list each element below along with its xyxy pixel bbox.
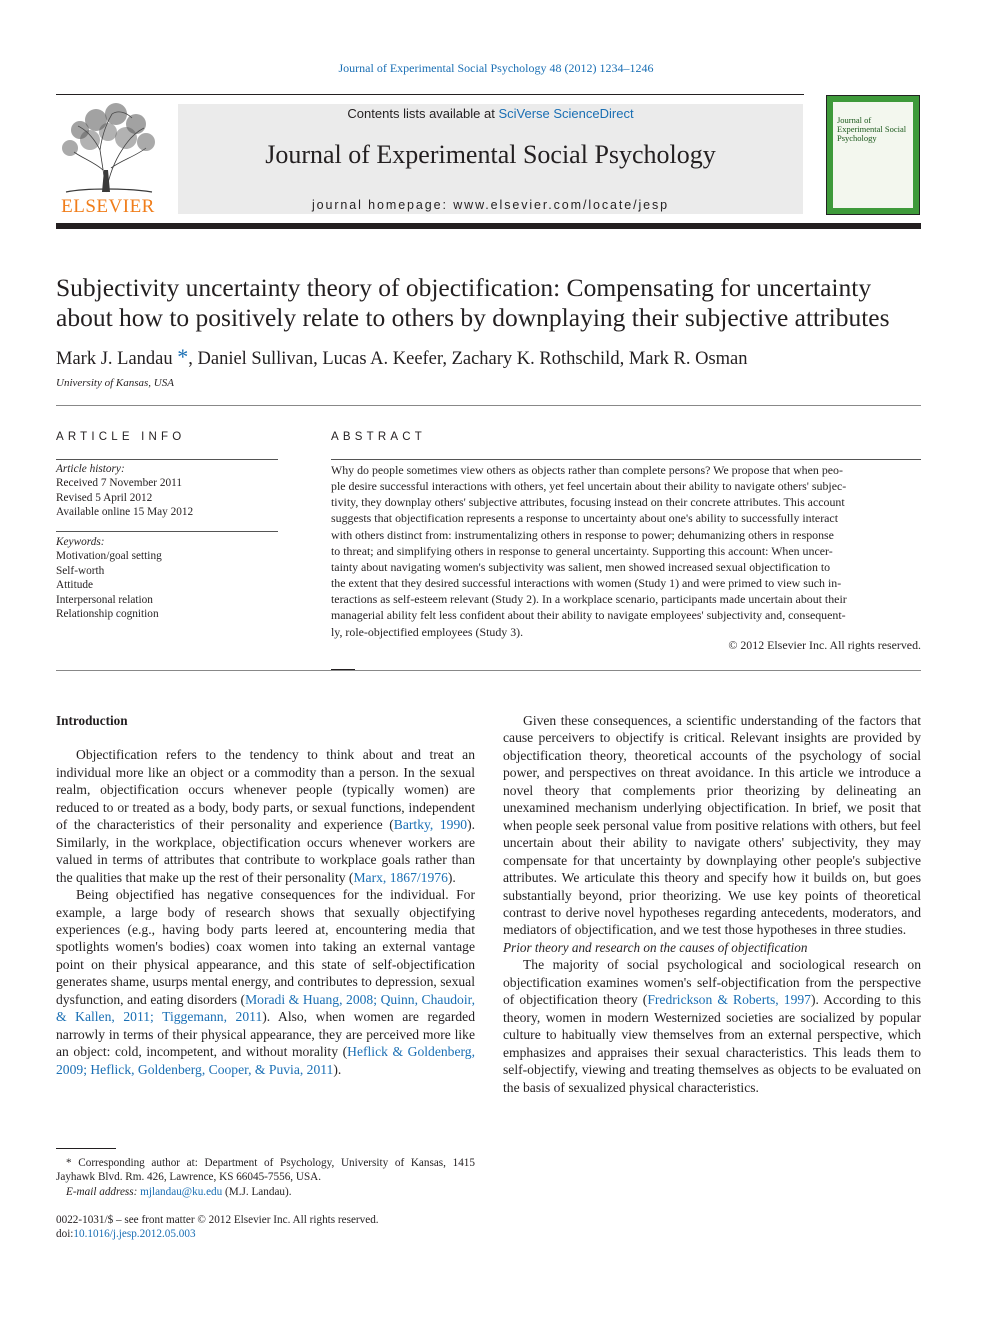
abstract-line: managerial ability felt less confident about their ability to navigate employees' subjectivity and, consequent- <box>331 608 846 623</box>
sciencedirect-link[interactable]: SciVerse ScienceDirect <box>498 106 634 121</box>
abstract-text <box>331 462 921 640</box>
abstract-copyright: © 2012 Elsevier Inc. All rights reserved. <box>728 638 921 652</box>
keyword: Attitude <box>56 579 94 592</box>
cover-title: Journal of Experimental Social Psychology <box>837 115 907 143</box>
doi-link[interactable]: 10.1016/j.jesp.2012.05.003 <box>73 1228 196 1241</box>
journal-title: Journal of Experimental Social Psychology <box>265 140 716 169</box>
divider <box>331 459 921 460</box>
contents-line: Contents lists available at SciVerse ScienceDirect <box>347 106 634 121</box>
footnote <box>56 1156 475 1199</box>
journal-masthead <box>178 104 803 214</box>
abstract-line: tivity, they downplay others' subjective attributes, focusing instead on their concrete attributes. This account <box>331 495 845 510</box>
email-link[interactable]: mjlandau@ku.edu <box>140 1185 223 1198</box>
article-info-heading: ARTICLE INFO <box>56 431 186 443</box>
elsevier-logo <box>56 100 160 216</box>
journal-citation[interactable]: Journal of Experimental Social Psychology 48 (2012) 1234–1246 <box>338 61 654 75</box>
keywords <box>56 535 162 621</box>
abstract-line: the extent that they desired successful interactions with women (Study 1) and were primed to view such in- <box>331 576 842 591</box>
keywords-label: Keywords: <box>56 536 105 548</box>
divider <box>56 405 921 406</box>
paragraph: Objectification refers to the tendency to think about and treat an individual more like an object or a commodity than a person. In the sexual realm, objectification occurs whenever people (typically women) are reduced to or treated as a body, body parts, or sexual functions, independent of the characteristics of their personality and experience (Bartky, 1990). Similarly, in the workplace, objectification occurs whenever workers are valued in terms of attributes that contribute to workplace goals rather than the qualities that make up the rest of their personality (Marx, 1867/1976). <box>56 747 475 885</box>
abstract-line: Why do people sometimes view others as objects rather than complete persons? We propose that when peo- <box>331 463 843 477</box>
author-list <box>56 344 748 370</box>
abstract-line: to threat; and simplifying others in response to general uncertainty. Supporting this account: When uncer- <box>331 543 833 558</box>
article-title: Subjectivity uncertainty theory of objectification: Compensating for uncertainty about how to positively relate to others by downplaying their subjective attributes <box>56 273 890 332</box>
abstract-line: with others distinct from: instrumentalizing others in response to power; dehumanizing others in response <box>331 527 834 542</box>
paragraph: Being objectified has negative consequences for the individual. For example, a large body of research shows that sexually objectifying experiences (e.g., having body parts leered at, encountering media that spotlights women's bodies) coax women into taking an external vantage point on their physical appearance, and this state of self-objectification generates shame, usurps mental energy, and contributes to depression, sexual dysfunction, and eating disorders (Moradi & Huang, 2008; Quinn, Chaudoir, & Kallen, 2011; Tiggemann, 2011). Also, when women are regarded narrowly in terms of their physical appearance, they are perceived more like an object: cold, incompetent, and without morality (Heflick & Goldenberg, 2009; Heflick, Goldenberg, Cooper, & Puvia, 2011). <box>56 887 475 1077</box>
article-history <box>56 462 193 520</box>
keyword: Interpersonal relation <box>56 593 153 606</box>
body-column-right <box>503 712 921 1096</box>
abstract-line: suggests that objectification represents a response to uncertainty about one's ability to successfully interact <box>331 511 839 526</box>
elsevier-tree-logo-icon <box>56 100 160 216</box>
other-authors: , Daniel Sullivan, Lucas A. Keefer, Zachary K. Rothschild, Mark R. Osman <box>188 349 748 369</box>
history-online: Available online 15 May 2012 <box>56 506 194 519</box>
footnote-email: E-mail address: mjlandau@ku.edu (M.J. Landau). <box>66 1185 292 1198</box>
journal-cover-thumbnail-icon[interactable] <box>826 95 920 215</box>
footnote-rule <box>56 1148 116 1149</box>
header-divider <box>56 223 921 229</box>
abstract-heading: ABSTRACT <box>331 431 426 443</box>
abstract-line: ly, role-objectified employees (Study 3). <box>331 624 524 639</box>
corresponding-author-marker[interactable]: * <box>177 344 189 369</box>
citation-link[interactable]: Fredrickson & Roberts, 1997 <box>647 992 811 1008</box>
divider <box>56 459 278 460</box>
body-column-left <box>56 712 475 1078</box>
elsevier-wordmark: ELSEVIER <box>61 196 155 216</box>
divider <box>56 531 278 532</box>
journal-homepage: journal homepage: www.elsevier.com/locate/jesp <box>311 198 669 212</box>
doi-line: doi:10.1016/j.jesp.2012.05.003 <box>56 1228 196 1241</box>
citation-link[interactable]: Moradi & Huang, 2008; Quinn, Chaudoir, & Kallen, 2011; Tiggemann, 2011 <box>56 991 475 1025</box>
masthead-top-rule <box>56 94 804 95</box>
history-label: Article history: <box>56 463 125 475</box>
citation-link[interactable]: Heflick & Goldenberg, 2009; Heflick, Goldenberg, Cooper, & Puvia, 2011 <box>56 1044 475 1077</box>
keyword: Relationship cognition <box>56 608 159 621</box>
history-revised: Revised 5 April 2012 <box>56 491 153 504</box>
history-received: Received 7 November 2011 <box>56 477 183 490</box>
section-heading-introduction: Introduction <box>56 713 128 728</box>
abstract-line: ple desire successful interactions with others, yet feel uncertain about their ability to navigate others' subjec- <box>331 479 847 494</box>
issn-line: 0022-1031/$ – see front matter © 2012 Elsevier Inc. All rights reserved. <box>56 1214 379 1226</box>
keyword: Motivation/goal setting <box>56 550 162 563</box>
abstract-line: tainty about navigating women's subjectivity was salient, men showed increased sexual objectification to <box>331 559 831 574</box>
subsection-heading: Prior theory and research on the causes of objectification <box>503 939 808 955</box>
paragraph: Given these consequences, a scientific understanding of the factors that cause perceivers to objectify is critical. Relevant insights are provided by objectification theory, theoretical accounts of the psychology of social power, and perspectives on threat avoidance. In this article we introduce a novel theory that complements prior theorizing by delineating an unexamined mechanism underlying objectification. In brief, we posit that when people seek personal value from positive relations with others, but feel uncertain about their ability to navigate others' subjectivity, they may compensate for that uncertainty by downplaying other people's subjective attributes. We articulate this theory and specify how it builds on, but goes substantially beyond, prior theorizing. We use key points of theoretical contrast to derive novel hypotheses regarding antecedents, moderators, and mediators of objectification, and we test those hypotheses in three studies. <box>503 713 921 938</box>
page-footer <box>56 1213 379 1242</box>
affiliation: University of Kansas, USA <box>56 377 174 389</box>
abstract-line: teractions as self-esteem relevant (Study 2). In a workplace scenario, participants made uncertain about their <box>331 592 847 607</box>
divider <box>56 670 921 671</box>
citation-link[interactable]: Marx, 1867/1976 <box>353 869 448 885</box>
citation-link[interactable]: Bartky, 1990 <box>393 817 468 833</box>
paragraph: The majority of social psychological and sociological research on objectification examines women's self-objectification from the perspective of objectification theory (Fredrickson & Roberts, 1997). According to this theory, women in modern Westernized societies are socialized by popular culture to habitually view themselves from an external perspective, which emphasizes and appraises their sexual characteristics. This leads them to self-objectify, viewing and treating themselves as objects to be evaluated on the basis of sexualized physical characteristics. <box>503 957 921 1095</box>
author-name[interactable]: Mark J. Landau <box>56 349 173 369</box>
homepage-link[interactable]: www.elsevier.com/locate/jesp <box>453 198 669 212</box>
keyword: Self-worth <box>56 564 105 577</box>
footnote-corresponding: * Corresponding author at: Department of Psychology, University of Kansas, 1415 Jayhawk Blvd. Rm. 426, Lawrence, KS 66045-7556, USA. <box>56 1157 475 1184</box>
